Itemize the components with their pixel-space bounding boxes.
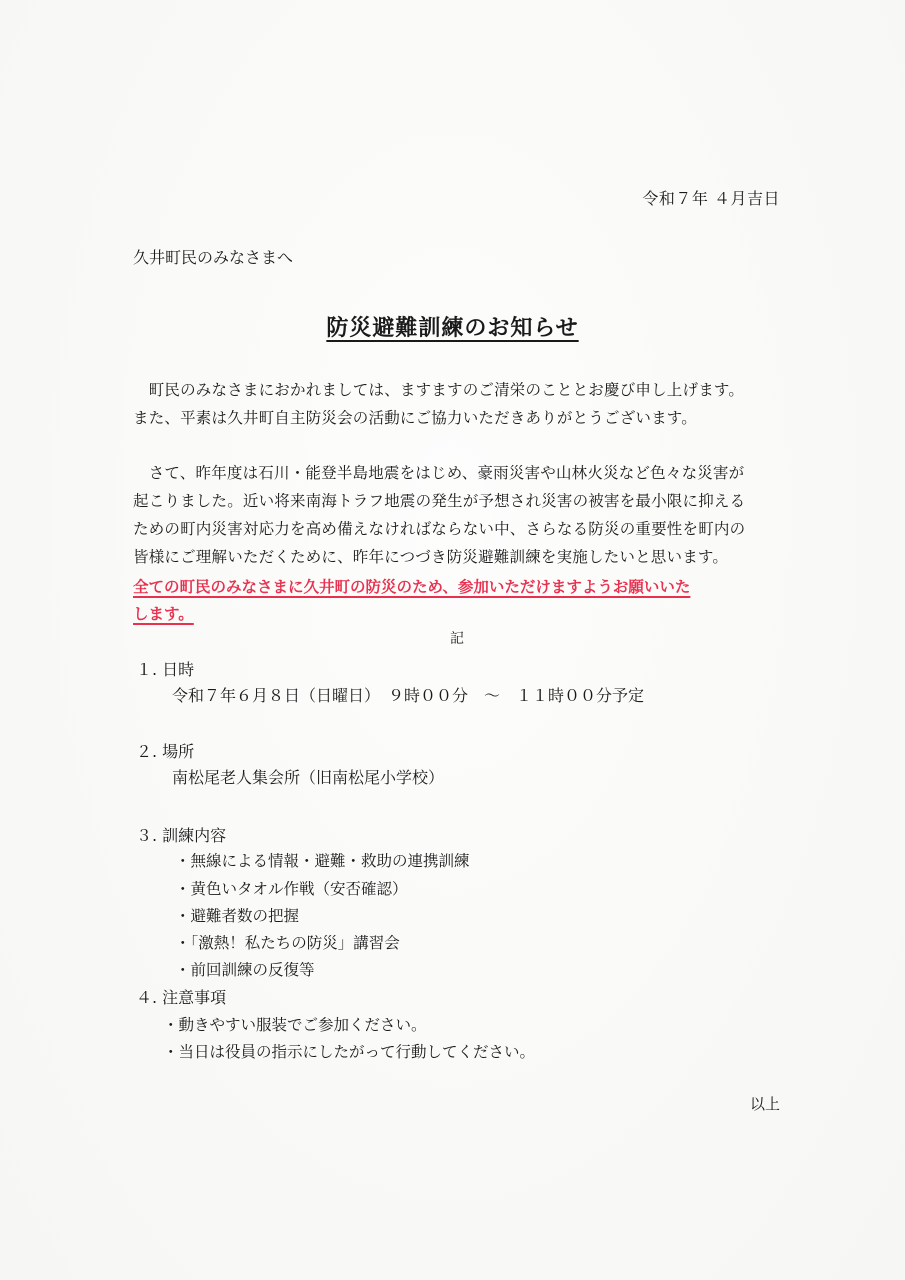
body-line-3: ための町内災害対応力を高め備えなければならない中、さらなる防災の重要性を町内の [133, 520, 746, 538]
intro-line-1: 町民のみなさまにおかれましては、ますますのご清栄のこととお慶び申し上げます。 [133, 381, 745, 399]
page-title [0, 311, 905, 342]
closing-mark: 以上 [749, 1095, 780, 1113]
body-line-2: 起こりました。近い将来南海トラフ地震の発生が予想され災害の被害を最小限に抑える [133, 492, 746, 510]
intro-line-2: また、平素は久井町自主防災会の活動にご協力いただきありがとうございます。 [133, 409, 697, 427]
training-item: ・前回訓練の反復等 [175, 961, 315, 979]
addressee: 久井町民のみなさまへ [133, 248, 294, 267]
issue-date: 令和７年 ４月吉日 [642, 189, 780, 208]
request-line-2: します。 [133, 605, 194, 623]
section-place-heading: ２. 場所 [136, 742, 195, 761]
ki-marker: 記 [450, 631, 464, 647]
notes-item: ・動きやすい服装でご参加ください。 [163, 1016, 427, 1034]
training-item: ・「激熱！私たちの防災」講習会 [175, 934, 400, 952]
training-item: ・無線による情報・避難・救助の連携訓練 [175, 852, 470, 870]
section-place-value: 南松尾老人集会所（旧南松尾小学校） [172, 768, 445, 787]
training-item: ・避難者数の把握 [175, 907, 300, 925]
title-text: 防災避難訓練のお知らせ [326, 316, 579, 341]
body-line-4: 皆様にご理解いただくために、昨年につづき防災避難訓練を実施したいと思います。 [133, 548, 729, 566]
notes-item: ・当日は役員の指示にしたがって行動してください。 [163, 1043, 536, 1061]
section-notes-heading: ４. 注意事項 [136, 988, 227, 1007]
body-line-1: さて、昨年度は石川・能登半島地震をはじめ、豪雨災害や山林火災など色々な災害が [133, 464, 745, 482]
section-datetime-value: 令和７年６月８日（日曜日） ９時００分 ～ １１時００分予定 [172, 686, 645, 705]
training-item: ・黄色いタオル作戦（安否確認） [175, 880, 408, 898]
section-datetime-heading: １. 日時 [136, 660, 195, 679]
request-line-1: 全ての町民のみなさまに久井町の防災のため、参加いただけますようお願いいた [133, 578, 691, 596]
section-training-heading: ３. 訓練内容 [136, 826, 227, 845]
